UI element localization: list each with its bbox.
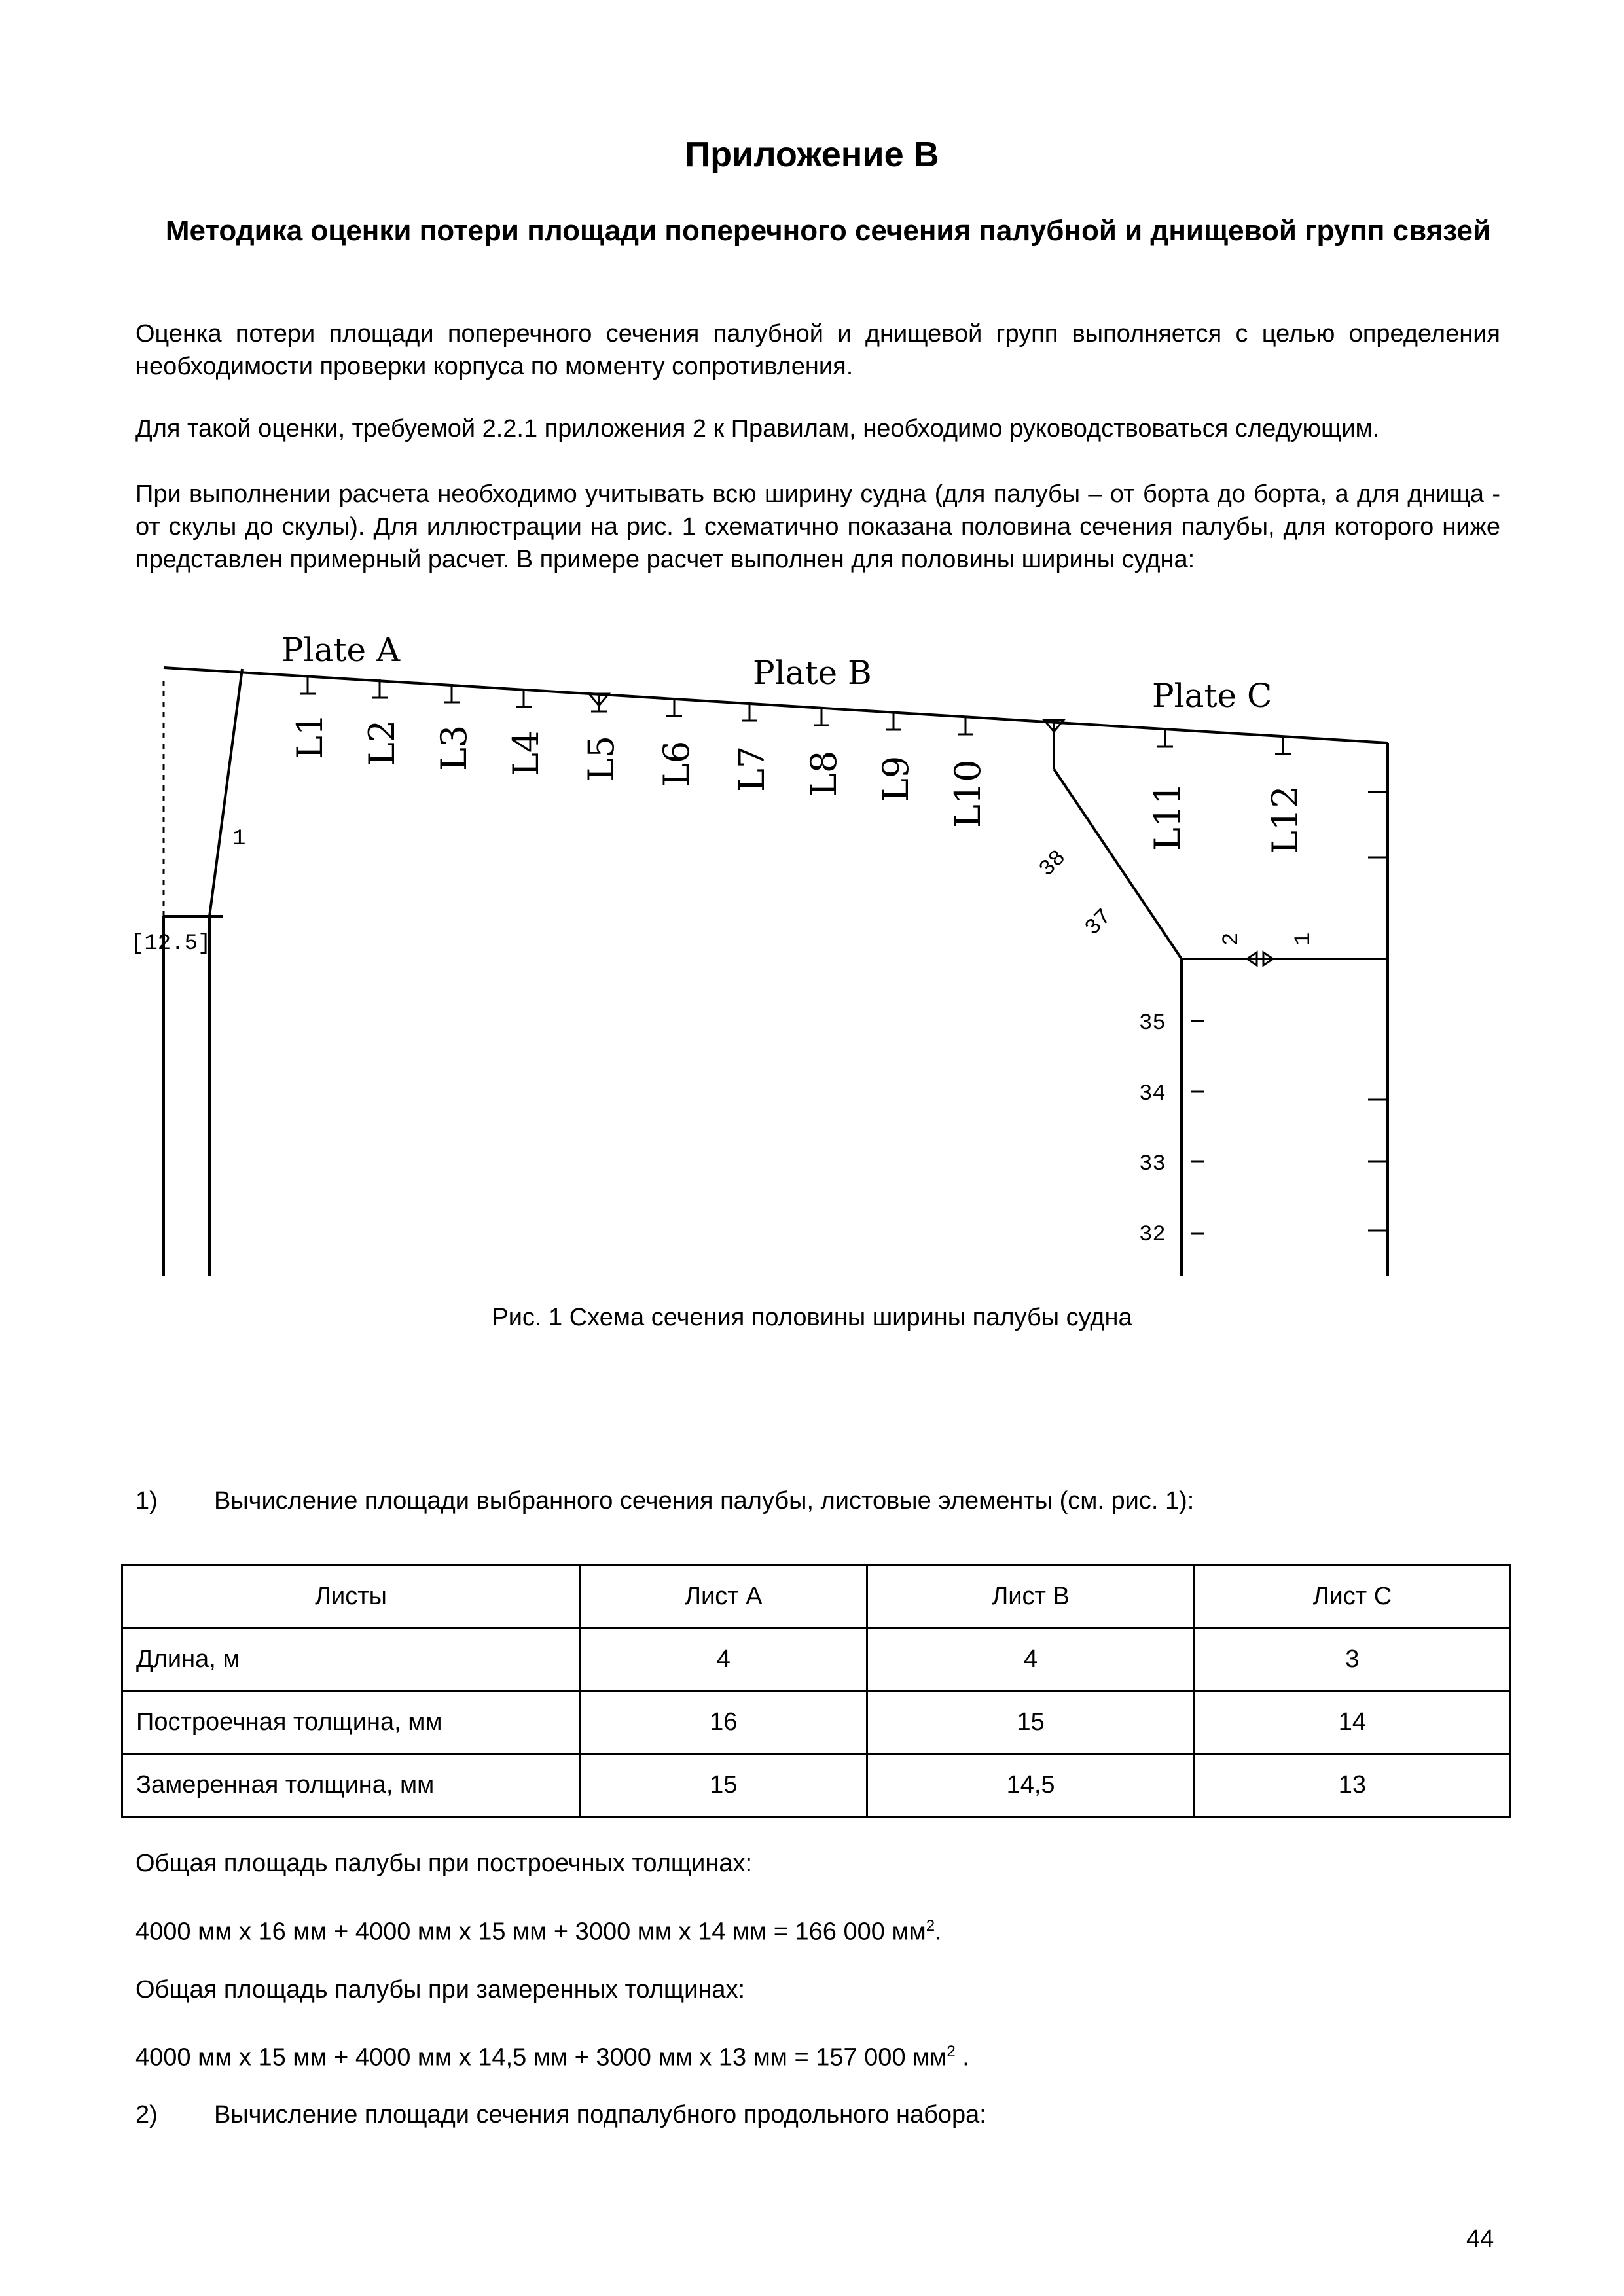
girder-label-1: 1 [1291, 932, 1316, 946]
longitudinal-l11: L11 [1147, 782, 1188, 851]
longitudinal-l4: L4 [505, 730, 547, 776]
table-cell: 4 [867, 1628, 1194, 1691]
list-item-text: Вычисление площади выбранного сечения палубы, листовые элементы (см. рис. 1): [214, 1487, 1195, 1515]
side-label-1: 1 [232, 827, 246, 852]
table-header-cell: Лист С [1194, 1566, 1510, 1628]
deck-section-diagram [131, 628, 1427, 1283]
plate-a-label: Plate A [281, 631, 401, 669]
table-header-row [122, 1566, 1511, 1628]
appendix-title: Приложение В [685, 135, 939, 174]
formula-tail: . [935, 1918, 942, 1946]
table-row [122, 1754, 1511, 1817]
table-cell: Построечная толщина, мм [122, 1691, 580, 1754]
longitudinal-l6: L6 [656, 740, 697, 787]
hopper-label-38: 38 [1034, 846, 1072, 882]
table-header-cell: Листы [122, 1566, 580, 1628]
longitudinal-l2: L2 [361, 719, 403, 766]
longitudinal-l12: L12 [1265, 785, 1306, 854]
list-item-number: 1) [135, 1487, 158, 1515]
longitudinal-l5: L5 [581, 735, 622, 781]
formula-text: 4000 мм х 16 мм + 4000 мм х 15 мм + 3000 мм х 14 мм = 166 000 мм [135, 1918, 926, 1946]
longitudinal-l1: L1 [289, 713, 331, 759]
longitudinal-l9: L9 [875, 755, 916, 802]
table-cell: 3 [1194, 1628, 1510, 1691]
side-label-35: 35 [1139, 1011, 1166, 1036]
table-cell: 15 [580, 1754, 867, 1817]
formula-text: 4000 мм х 15 мм + 4000 мм х 14,5 мм + 3000 мм х 13 мм = 157 000 мм [135, 2043, 947, 2072]
thickness-label: [12.5] [131, 931, 211, 956]
calc-label-design: Общая площадь палубы при построечных толщинах: [135, 1850, 753, 1877]
table-cell: 16 [580, 1691, 867, 1754]
plate-b-label: Plate B [753, 654, 872, 692]
table-cell: Длина, м [122, 1628, 580, 1691]
calc-formula-design [135, 1910, 942, 1948]
side-label-32: 32 [1139, 1223, 1166, 1247]
formula-superscript: 2 [926, 1917, 935, 1935]
side-label-34: 34 [1139, 1082, 1166, 1107]
table-cell: 15 [867, 1691, 1194, 1754]
table-header-cell: Лист А [580, 1566, 867, 1628]
calc-label-measured: Общая площадь палубы при замеренных толщинах: [135, 1976, 746, 2003]
table-row [122, 1628, 1511, 1691]
longitudinal-l8: L8 [803, 750, 844, 797]
list-item-number: 2) [135, 2101, 158, 2128]
formula-tail: . [955, 2043, 969, 2072]
calc-formula-measured [135, 2036, 969, 2074]
paragraph-calculation-note: При выполнении расчета необходимо учитывать всю ширину судна (для палубы – от борта до борта, а для днища - от скулы до скулы). Для иллюстрации на рис. 1 схематично показана половина сечения палубы, для которого ниже представлен примерный расчет. В примере расчет выполнен для половины ширины судна: [135, 480, 1500, 573]
girder-label-2: 2 [1219, 932, 1244, 946]
plates-table [121, 1564, 1511, 1818]
side-label-33: 33 [1139, 1152, 1166, 1177]
table-cell: 13 [1194, 1754, 1510, 1817]
longitudinal-l3: L3 [433, 725, 475, 771]
table-cell: Замеренная толщина, мм [122, 1754, 580, 1817]
table-row [122, 1691, 1511, 1754]
paragraph-requirement: Для такой оценки, требуемой 2.2.1 приложения 2 к Правилам, необходимо руководствоваться следующим. [135, 415, 1380, 442]
table-cell: 14,5 [867, 1754, 1194, 1817]
longitudinal-l10: L10 [947, 759, 988, 828]
longitudinal-l7: L7 [731, 745, 772, 792]
table-cell: 14 [1194, 1691, 1510, 1754]
page-number: 44 [1466, 2225, 1494, 2253]
formula-superscript: 2 [947, 2043, 956, 2060]
section-subtitle: Методика оценки потери площади поперечного сечения палубной и днищевой групп связей [165, 215, 1491, 247]
plate-c-label: Plate C [1152, 677, 1272, 715]
hopper-label-37: 37 [1080, 905, 1117, 941]
paragraph-intro: Оценка потери площади поперечного сечения палубной и днищевой групп выполняется с целью определения необходимости проверки корпуса по моменту сопротивления. [135, 320, 1500, 380]
figure-caption: Рис. 1 Схема сечения половины ширины палубы судна [492, 1304, 1132, 1331]
list-item-text: Вычисление площади сечения подпалубного продольного набора: [214, 2101, 986, 2128]
table-header-cell: Лист В [867, 1566, 1194, 1628]
table-cell: 4 [580, 1628, 867, 1691]
